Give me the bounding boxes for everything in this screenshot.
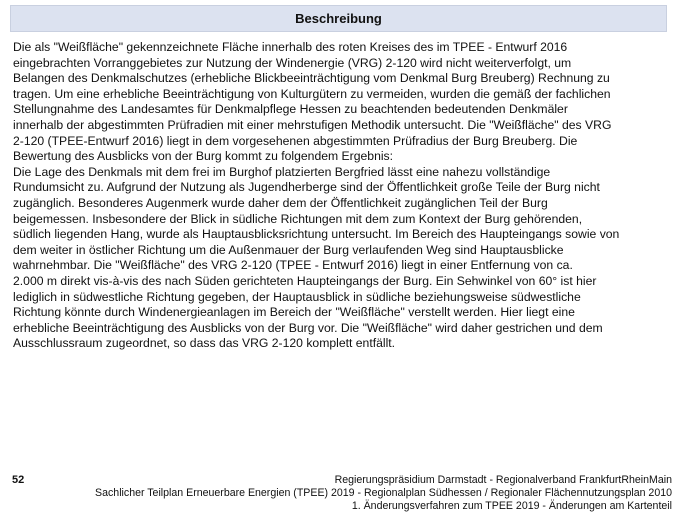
footer-line-procedure: 1. Änderungsverfahren zum TPEE 2019 - Änderungen am Kartenteil <box>351 500 672 512</box>
footer-lines <box>95 474 672 513</box>
description-line: lediglich in südwestliche Richtung gegeben, der Hauptausblick in südliche beziehungsweise südwestliche <box>13 289 581 304</box>
description-line: dem weiter in östlicher Richtung um die Außenmauer der Burg verlaufenden Weg sind Hauptausblicke <box>13 242 564 257</box>
description-line: eingebrachten Vorranggebietes zur Nutzung der Windenergie (VRG) 2-120 wird nicht weiterverfolgt, um <box>13 55 572 70</box>
description-line: wahrnehmbar. Die "Weißfläche" des VRG 2-120 (TPEE - Entwurf 2016) liegt in einer Entfernung von ca. <box>13 258 573 273</box>
description-line: Belangen des Denkmalschutzes (erhebliche Blickbeeinträchtigung vom Denkmal Burg Breuberg) Rechnung zu <box>13 71 610 86</box>
description-line: 2.000 m direkt vis-à-vis des nach Süden gerichteten Haupteingangs der Burg. Ein Sehwinkel von 60° ist hier <box>13 273 597 288</box>
description-line: südlich liegenden Hang, wurde als Hauptausblicksrichtung untersucht. Im Bereich des Haupteingangs sowie von <box>13 227 620 242</box>
page-number: 52 <box>12 474 25 486</box>
description-line: tragen. Um eine erhebliche Beeinträchtigung von Kulturgütern zu vermeiden, wurden die gemäß der fachlichen <box>13 86 611 101</box>
footer-line-plan: Sachlicher Teilplan Erneuerbare Energien (TPEE) 2019 - Regionalplan Südhessen / Regionaler Flächennutzungsplan 2010 <box>95 487 672 499</box>
footer-line-authority: Regierungspräsidium Darmstadt - Regionalverband FrankfurtRheinMain <box>334 474 672 486</box>
description-line: Richtung könnte durch Windenergieanlagen im Bereich der "Weißfläche" verstellt werden. Hier liegt eine <box>13 305 575 320</box>
description-line: 2-120 (TPEE-Entwurf 2016) liegt in dem vorgesehenen abgestimmten Prüfradius der Burg Breuberg. Die <box>13 133 578 148</box>
description-line: Bewertung des Ausblicks von der Burg kommt zu folgendem Ergebnis: <box>13 149 394 164</box>
description-line: Ausschlussraum zugeordnet, so dass das VRG 2-120 komplett entfällt. <box>13 336 396 351</box>
description-line: Die als "Weißfläche" gekennzeichnete Fläche innerhalb des roten Kreises des im TPEE - Entwurf 2016 <box>13 40 568 54</box>
description-line: innerhalb der abgestimmten Prüfradien mit einer mehrstufigen Methodik untersucht. Die "Weißfläche" des VRG <box>13 117 612 132</box>
description-line: erhebliche Beeinträchtigung des Ausblicks von der Burg vor. Die "Weißfläche" wird daher gestrichen und dem <box>13 320 603 335</box>
section-header <box>10 5 667 32</box>
description-line: zugänglich. Besonderes Augenmerk wurde daher dem der Öffentlichkeit zugänglichen Teil der Burg <box>13 195 548 210</box>
section-title: Beschreibung <box>295 11 382 26</box>
description-line: Stellungnahme des Landesamtes für Denkmalpflege Hessen zu beachtenden bedeutenden Denkmäler <box>13 102 568 117</box>
description-line: Rundumsicht zu. Aufgrund der Nutzung als Jugendherberge sind der Öffentlichkeit große Teile der Burg nicht <box>13 180 600 195</box>
description-text <box>13 40 668 352</box>
description-line: beigemessen. Insbesondere der Blick in südliche Richtungen mit dem zum Kontext der Burg gehörenden, <box>13 211 583 226</box>
description-line: Die Lage des Denkmals mit dem frei im Burghof platzierten Bergfried lässt eine nahezu vollständige <box>13 164 551 179</box>
